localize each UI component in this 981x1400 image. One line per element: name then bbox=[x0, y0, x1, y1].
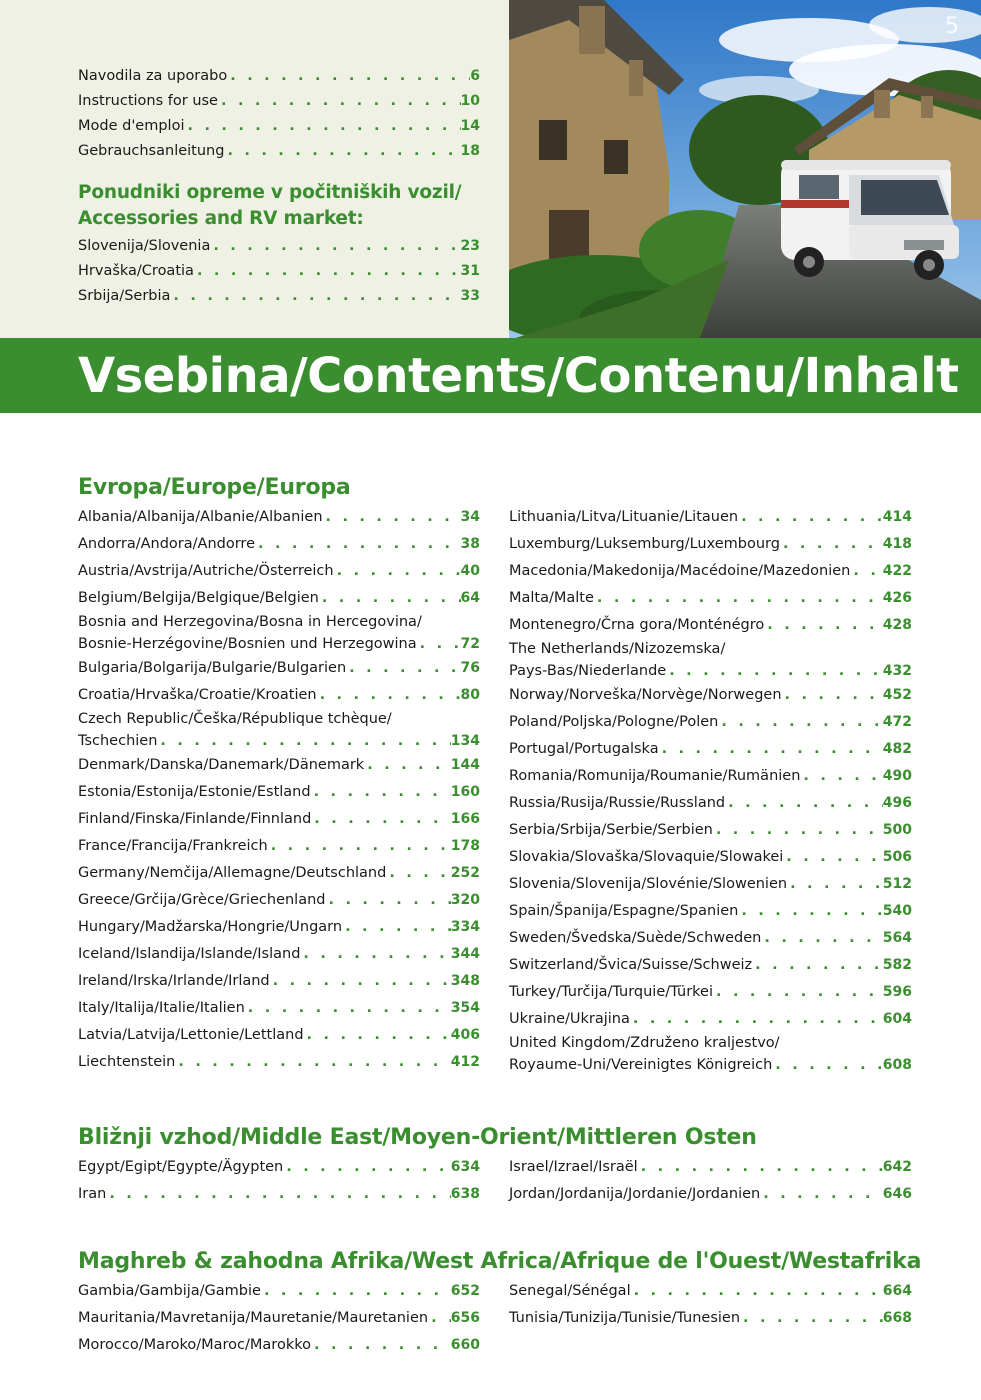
dot-leader bbox=[255, 531, 461, 558]
toc-entry-label: Serbia/Srbija/Serbie/Serbien bbox=[509, 822, 713, 838]
village-road-motorhome-illustration bbox=[509, 0, 981, 340]
toc-entry-page: 634 bbox=[450, 1159, 480, 1175]
toc-entry bbox=[78, 941, 480, 968]
toc-entry bbox=[78, 114, 480, 139]
toc-entry-label: Estonia/Estonija/Estonie/Estland bbox=[78, 784, 311, 800]
toc-entry-label-line1: Bosnia and Herzegovina/Bosna in Hercegovina/ bbox=[78, 614, 422, 630]
west-africa-column-left bbox=[78, 1278, 480, 1359]
toc-entry-label: Portugal/Portugalska bbox=[509, 741, 659, 757]
toc-entry-label-line1: Czech Republic/Češka/République tchèque/ bbox=[78, 711, 392, 727]
toc-entry-label: Royaume-Uni/Vereinigtes Königreich bbox=[509, 1057, 773, 1073]
west-africa-column-right bbox=[509, 1278, 912, 1332]
toc-entry-label: Slovenia/Slovenija/Slovénie/Slowenien bbox=[509, 876, 788, 892]
dot-leader bbox=[760, 1181, 883, 1208]
toc-entry-page: 144 bbox=[450, 757, 480, 773]
dot-leader bbox=[245, 995, 451, 1022]
toc-entry-page: 664 bbox=[882, 1283, 912, 1299]
toc-entry bbox=[78, 709, 480, 752]
toc-entry-page: 6 bbox=[470, 68, 480, 84]
dot-leader bbox=[783, 844, 882, 871]
section-title-europe: Evropa/Europe/Europa bbox=[78, 475, 351, 500]
toc-entry bbox=[509, 952, 912, 979]
toc-entry-label: Tunisia/Tunizija/Tunisie/Tunesien bbox=[509, 1310, 741, 1326]
dot-leader bbox=[227, 64, 470, 89]
toc-entry-page: 540 bbox=[882, 903, 912, 919]
toc-entry bbox=[78, 1332, 480, 1359]
dot-leader bbox=[364, 752, 451, 779]
dot-leader bbox=[325, 887, 450, 914]
toc-entry-label: Denmark/Danska/Danemark/Dänemark bbox=[78, 757, 365, 773]
toc-entry bbox=[78, 504, 480, 531]
toc-entry-label: Macedonia/Makedonija/Macédoine/Mazedonien bbox=[509, 563, 851, 579]
toc-entry-label: Srbija/Serbia bbox=[78, 288, 171, 304]
toc-entry-page: 652 bbox=[450, 1283, 480, 1299]
toc-entry-label: Italy/Italija/Italie/Italien bbox=[78, 1000, 245, 1016]
title-band bbox=[0, 338, 981, 413]
dot-leader bbox=[772, 1054, 882, 1076]
toc-entry-label: Egypt/Egipt/Egypte/Ägypten bbox=[78, 1159, 284, 1175]
toc-entry-page: 496 bbox=[882, 795, 912, 811]
middle-east-column-left bbox=[78, 1154, 480, 1208]
toc-entry bbox=[509, 504, 912, 531]
toc-entry-label: Jordan/Jordanija/Jordanie/Jordanien bbox=[509, 1186, 761, 1202]
toc-entry bbox=[78, 752, 480, 779]
toc-entry-page: 500 bbox=[882, 822, 912, 838]
toc-entry-page: 490 bbox=[882, 768, 912, 784]
dot-leader bbox=[725, 790, 883, 817]
toc-entry-label: Lithuania/Litva/Lituanie/Litauen bbox=[509, 509, 739, 525]
dot-leader bbox=[787, 871, 883, 898]
toc-entry bbox=[78, 806, 480, 833]
toc-entry bbox=[509, 709, 912, 736]
toc-entry-label: Montenegro/Črna gora/Monténégro bbox=[509, 617, 765, 633]
toc-entry-line2 bbox=[509, 1054, 912, 1076]
accessories-heading: Ponudniki opreme v počitniških vozil/ Accessories and RV market: bbox=[78, 182, 462, 229]
toc-entry bbox=[509, 585, 912, 612]
toc-entry-label: Sweden/Švedska/Suède/Schweden bbox=[509, 930, 762, 946]
dot-leader bbox=[761, 925, 882, 952]
dot-leader bbox=[323, 504, 461, 531]
toc-entry-page: 426 bbox=[882, 590, 912, 606]
toc-entry-page: 564 bbox=[882, 930, 912, 946]
section-title-west-africa: Maghreb & zahodna Afrika/West Africa/Afrique de l'Ouest/Westafrika bbox=[78, 1249, 922, 1274]
toc-entry bbox=[509, 925, 912, 952]
dot-leader bbox=[631, 1278, 883, 1305]
toc-entry-label: Hungary/Madžarska/Hongrie/Ungarn bbox=[78, 919, 343, 935]
toc-entry-label: Poland/Poljska/Pologne/Polen bbox=[509, 714, 719, 730]
dot-leader bbox=[334, 558, 461, 585]
intro-toc bbox=[78, 64, 480, 309]
toc-entry-label: Bulgaria/Bolgarija/Bulgarie/Bulgarien bbox=[78, 660, 347, 676]
toc-entry-page: 656 bbox=[450, 1310, 480, 1326]
toc-entry-label: Slovenija/Slovenia bbox=[78, 238, 211, 254]
dot-leader bbox=[304, 1022, 451, 1049]
toc-entry bbox=[509, 790, 912, 817]
dot-leader bbox=[194, 259, 461, 284]
toc-entry-page: 64 bbox=[460, 590, 480, 606]
toc-entry-page: 412 bbox=[450, 1054, 480, 1070]
toc-entry bbox=[509, 763, 912, 790]
toc-entry-page: 18 bbox=[460, 143, 480, 159]
toc-entry-page: 34 bbox=[460, 509, 480, 525]
toc-entry bbox=[78, 860, 480, 887]
toc-entry-page: 10 bbox=[460, 93, 480, 109]
toc-entry-page: 320 bbox=[450, 892, 480, 908]
toc-entry-page: 482 bbox=[882, 741, 912, 757]
dot-leader bbox=[311, 1332, 451, 1359]
toc-entry bbox=[78, 968, 480, 995]
dot-leader bbox=[317, 682, 461, 709]
toc-entry-page: 512 bbox=[882, 876, 912, 892]
toc-entry-page: 348 bbox=[450, 973, 480, 989]
toc-entry-label: Hrvaška/Croatia bbox=[78, 263, 194, 279]
toc-entry bbox=[78, 1305, 480, 1332]
toc-entry bbox=[509, 1305, 912, 1332]
dot-leader bbox=[752, 952, 883, 979]
toc-entry-page: 354 bbox=[450, 1000, 480, 1016]
dot-leader bbox=[764, 612, 883, 639]
toc-entry-label: Germany/Nemčija/Allemagne/Deutschland bbox=[78, 865, 387, 881]
toc-entry bbox=[509, 639, 912, 682]
dot-leader bbox=[218, 89, 461, 114]
toc-entry-label: Latvia/Latvija/Lettonie/Lettland bbox=[78, 1027, 304, 1043]
toc-entry bbox=[509, 817, 912, 844]
toc-entry bbox=[509, 736, 912, 763]
toc-entry-label: Turkey/Turčija/Turquie/Türkei bbox=[509, 984, 713, 1000]
toc-entry bbox=[78, 585, 480, 612]
toc-entry-label: Israel/Izrael/Israël bbox=[509, 1159, 638, 1175]
dot-leader bbox=[630, 1006, 883, 1033]
toc-entry bbox=[78, 833, 480, 860]
toc-entry bbox=[509, 1181, 912, 1208]
toc-entry-label: Gambia/Gambija/Gambie bbox=[78, 1283, 261, 1299]
toc-entry-page: 428 bbox=[882, 617, 912, 633]
dot-leader bbox=[311, 779, 451, 806]
toc-entry bbox=[78, 531, 480, 558]
section-title-middle-east: Bližnji vzhod/Middle East/Moyen-Orient/Mittleren Osten bbox=[78, 1125, 757, 1150]
toc-entry-label: Russia/Rusija/Russie/Russland bbox=[509, 795, 726, 811]
toc-entry-page: 334 bbox=[450, 919, 480, 935]
toc-entry-label: Norway/Norveška/Norvège/Norwegen bbox=[509, 687, 782, 703]
toc-entry bbox=[78, 995, 480, 1022]
toc-entry-label: Austria/Avstrija/Autriche/Österreich bbox=[78, 563, 334, 579]
toc-entry-page: 432 bbox=[882, 663, 912, 679]
toc-entry-page: 668 bbox=[882, 1310, 912, 1326]
toc-entry bbox=[78, 89, 480, 114]
toc-entry-label: Malta/Malte bbox=[509, 590, 594, 606]
toc-entry-label: Ireland/Irska/Irlande/Irland bbox=[78, 973, 270, 989]
toc-entry bbox=[509, 979, 912, 1006]
toc-entry-label: Switzerland/Švica/Suisse/Schweiz bbox=[509, 957, 753, 973]
page-number: 5 bbox=[945, 14, 959, 39]
toc-entry bbox=[78, 139, 480, 164]
middle-east-column-right bbox=[509, 1154, 912, 1208]
toc-entry bbox=[78, 612, 480, 655]
toc-entry-page: 166 bbox=[450, 811, 480, 827]
toc-entry-page: 252 bbox=[450, 865, 480, 881]
dot-leader bbox=[170, 284, 460, 309]
dot-leader bbox=[782, 682, 883, 709]
dot-leader bbox=[175, 1049, 450, 1076]
dot-leader bbox=[342, 914, 451, 941]
dot-leader bbox=[157, 730, 450, 752]
dot-leader bbox=[738, 504, 883, 531]
toc-entry bbox=[509, 1033, 912, 1076]
toc-entry-label: Mauritania/Mavretanija/Mauretanie/Mauretanien bbox=[78, 1310, 429, 1326]
toc-entry-label: Iran bbox=[78, 1186, 107, 1202]
toc-entry-label: Andorra/Andora/Andorre bbox=[78, 536, 255, 552]
page-title: Vsebina/Contents/Contenu/Inhalt bbox=[78, 348, 959, 404]
dot-leader bbox=[270, 968, 451, 995]
toc-entry-page: 76 bbox=[460, 660, 480, 676]
dot-leader bbox=[594, 585, 883, 612]
dot-leader bbox=[718, 709, 882, 736]
toc-entry-label: Greece/Grčija/Grèce/Griechenland bbox=[78, 892, 326, 908]
toc-entry bbox=[509, 844, 912, 871]
dot-leader bbox=[283, 1154, 451, 1181]
toc-entry bbox=[78, 1278, 480, 1305]
toc-entry-line2 bbox=[509, 660, 912, 682]
toc-entry bbox=[78, 914, 480, 941]
toc-entry bbox=[509, 1154, 912, 1181]
dot-leader bbox=[666, 660, 883, 682]
toc-entry bbox=[509, 531, 912, 558]
toc-entry-label: Luxemburg/Luksemburg/Luxembourg bbox=[509, 536, 780, 552]
toc-entry-page: 72 bbox=[460, 636, 480, 652]
europe-column-left bbox=[78, 504, 480, 1076]
toc-entry-page: 596 bbox=[882, 984, 912, 1000]
toc-entry-page: 344 bbox=[450, 946, 480, 962]
toc-entry-page: 406 bbox=[450, 1027, 480, 1043]
dot-leader bbox=[319, 585, 461, 612]
toc-entry-page: 506 bbox=[882, 849, 912, 865]
dot-leader bbox=[210, 234, 460, 259]
toc-entry-page: 33 bbox=[460, 288, 480, 304]
toc-entry-label: Liechtenstein bbox=[78, 1054, 176, 1070]
toc-entry-page: 604 bbox=[882, 1011, 912, 1027]
toc-entry-page: 418 bbox=[882, 536, 912, 552]
dot-leader bbox=[740, 1305, 883, 1332]
toc-entry bbox=[78, 234, 480, 259]
dot-leader bbox=[224, 139, 460, 164]
dot-leader bbox=[268, 833, 451, 860]
toc-entry-page: 178 bbox=[450, 838, 480, 854]
toc-entry bbox=[78, 64, 480, 89]
toc-entry-page: 31 bbox=[460, 263, 480, 279]
toc-entry-label: Gebrauchsanleitung bbox=[78, 143, 225, 159]
toc-entry bbox=[509, 558, 912, 585]
toc-entry-page: 472 bbox=[882, 714, 912, 730]
toc-entry-page: 660 bbox=[450, 1337, 480, 1353]
toc-entry-page: 38 bbox=[460, 536, 480, 552]
toc-entry-label: Ukraine/Ukrajina bbox=[509, 1011, 630, 1027]
toc-entry bbox=[509, 682, 912, 709]
toc-entry-label: Bosnie-Herzégovine/Bosnien und Herzegowina bbox=[78, 636, 417, 652]
toc-entry bbox=[78, 1181, 480, 1208]
toc-entry-page: 452 bbox=[882, 687, 912, 703]
toc-entry bbox=[78, 887, 480, 914]
cover-photo bbox=[509, 0, 981, 340]
europe-column-right bbox=[509, 504, 912, 1076]
toc-entry-page: 160 bbox=[450, 784, 480, 800]
toc-entry-label-line1: United Kingdom/Združeno kraljestvo/ bbox=[509, 1035, 780, 1051]
toc-entry-label-line1: The Netherlands/Nizozemska/ bbox=[509, 641, 726, 657]
toc-entry-line2 bbox=[78, 633, 480, 655]
toc-entry bbox=[509, 871, 912, 898]
toc-entry bbox=[78, 284, 480, 309]
toc-entry-page: 646 bbox=[882, 1186, 912, 1202]
dot-leader bbox=[800, 763, 882, 790]
intro-panel bbox=[0, 0, 509, 340]
dot-leader bbox=[638, 1154, 883, 1181]
toc-entry-label: Belgium/Belgija/Belgique/Belgien bbox=[78, 590, 319, 606]
toc-entry-label: Iceland/Islandija/Islande/Island bbox=[78, 946, 301, 962]
toc-entry-page: 80 bbox=[460, 687, 480, 703]
toc-entry-page: 40 bbox=[460, 563, 480, 579]
toc-entry bbox=[509, 1006, 912, 1033]
dot-leader bbox=[780, 531, 883, 558]
toc-entry-label: Slovakia/Slovaška/Slovaquie/Slowakei bbox=[509, 849, 784, 865]
toc-entry-page: 23 bbox=[460, 238, 480, 254]
toc-entry-page: 422 bbox=[882, 563, 912, 579]
toc-entry-label: Morocco/Maroko/Maroc/Marokko bbox=[78, 1337, 311, 1353]
dot-leader bbox=[428, 1305, 451, 1332]
toc-entry-label: Instructions for use bbox=[78, 93, 218, 109]
toc-entry bbox=[509, 898, 912, 925]
toc-entry-line2 bbox=[78, 730, 480, 752]
toc-entry-label: Albania/Albanija/Albanie/Albanien bbox=[78, 509, 323, 525]
dot-leader bbox=[659, 736, 883, 763]
toc-entry bbox=[509, 1278, 912, 1305]
dot-leader bbox=[106, 1181, 450, 1208]
toc-entry-page: 582 bbox=[882, 957, 912, 973]
toc-entry-label: Senegal/Sénégal bbox=[509, 1283, 631, 1299]
toc-entry bbox=[78, 259, 480, 284]
toc-entry-label: Tschechien bbox=[78, 733, 158, 749]
dot-leader bbox=[184, 114, 460, 139]
toc-entry bbox=[78, 1049, 480, 1076]
toc-entry-page: 414 bbox=[882, 509, 912, 525]
toc-entry-label: France/Francija/Frankreich bbox=[78, 838, 268, 854]
dot-leader bbox=[346, 655, 460, 682]
toc-entry bbox=[78, 779, 480, 806]
dot-leader bbox=[850, 558, 882, 585]
toc-entry bbox=[78, 682, 480, 709]
toc-entry-page: 134 bbox=[450, 733, 480, 749]
dot-leader bbox=[713, 979, 883, 1006]
toc-entry bbox=[78, 655, 480, 682]
toc-entry-label: Finland/Finska/Finlande/Finnland bbox=[78, 811, 312, 827]
toc-entry-label: Romania/Romunija/Roumanie/Rumänien bbox=[509, 768, 801, 784]
toc-entry-label: Mode d'emploi bbox=[78, 118, 185, 134]
toc-entry-page: 608 bbox=[882, 1057, 912, 1073]
dot-leader bbox=[417, 633, 461, 655]
toc-entry-label: Spain/Španija/Espagne/Spanien bbox=[509, 903, 739, 919]
dot-leader bbox=[300, 941, 450, 968]
toc-entry-label: Pays-Bas/Niederlande bbox=[509, 663, 667, 679]
toc-entry-page: 14 bbox=[460, 118, 480, 134]
toc-entry bbox=[509, 612, 912, 639]
toc-entry bbox=[78, 558, 480, 585]
dot-leader bbox=[311, 806, 450, 833]
dot-leader bbox=[713, 817, 883, 844]
toc-entry-page: 638 bbox=[450, 1186, 480, 1202]
toc-entry-page: 642 bbox=[882, 1159, 912, 1175]
toc-entry-label: Navodila za uporabo bbox=[78, 68, 228, 84]
dot-leader bbox=[261, 1278, 451, 1305]
dot-leader bbox=[738, 898, 882, 925]
toc-entry-label: Croatia/Hrvaška/Croatie/Kroatien bbox=[78, 687, 317, 703]
toc-entry bbox=[78, 1022, 480, 1049]
dot-leader bbox=[386, 860, 450, 887]
toc-entry bbox=[78, 1154, 480, 1181]
